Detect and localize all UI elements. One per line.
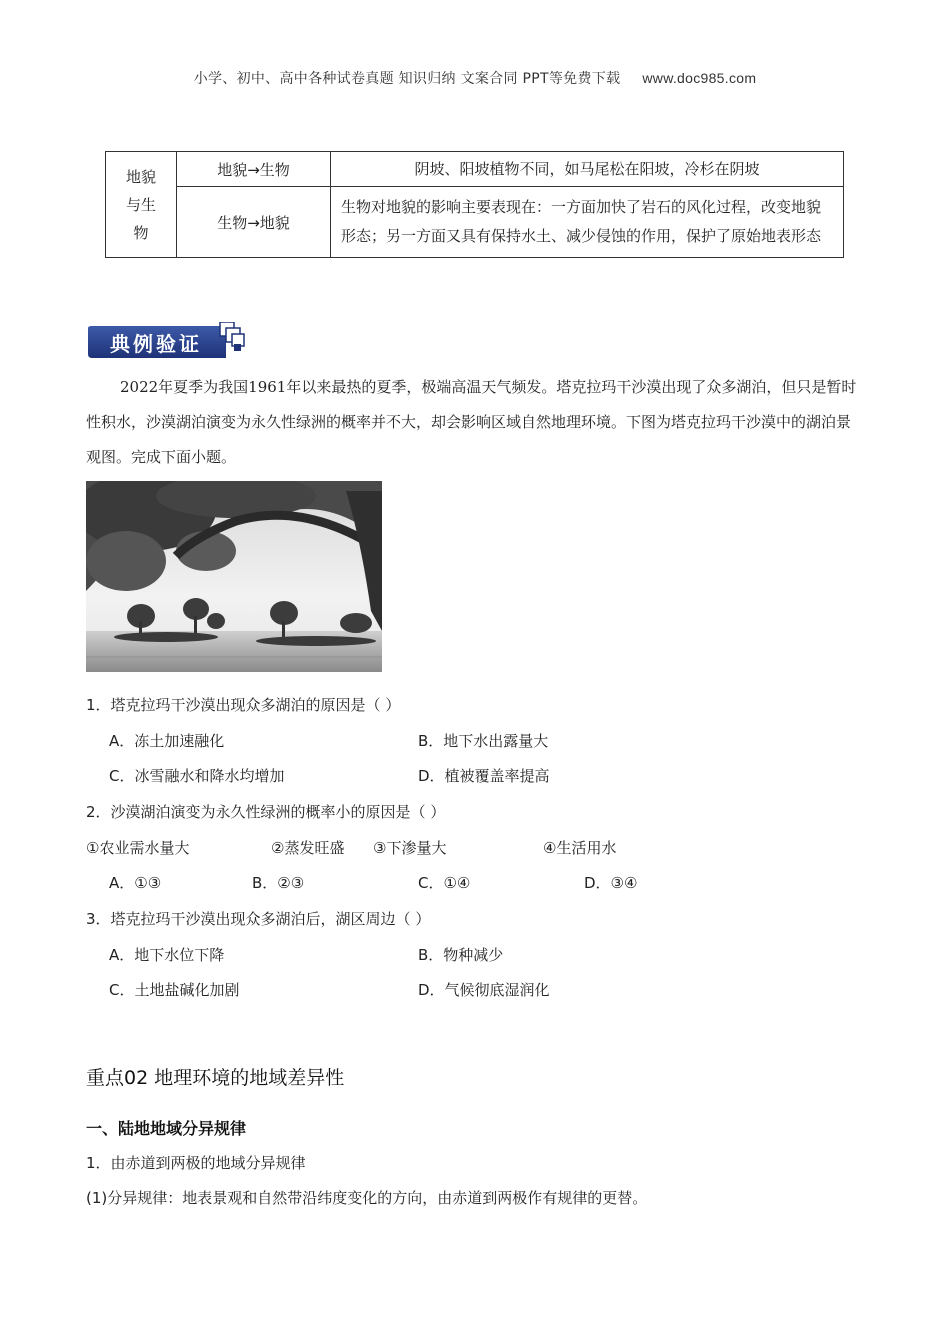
table-row [106,152,844,187]
section-subtitle: 一、陆地地域分异规律 [86,1119,247,1138]
table-cell-description: 生物对地貌的影响主要表现在：一方面加快了岩石的风化过程，改变地貌形态；另一方面又具有保持水土、减少侵蚀的作用，保护了原始地表形态 [331,187,844,258]
q3-option-a[interactable]: A．地下水位下降 [109,946,225,964]
lake-landscape-photo [86,481,382,672]
q2-item-3: ③下渗量大 [373,839,447,857]
table-row-header: 地貌与生物 [106,152,177,258]
table-cell-relation: 生物→地貌 [177,187,331,258]
section-item-1: 1．由赤道到两极的地域分异规律 [86,1154,306,1172]
section-banner [88,322,246,360]
question-1-stem: 1．塔克拉玛干沙漠出现众多湖泊的原因是（ ） [86,696,401,714]
section-title: 重点02 地理环境的地域差异性 [86,1067,345,1089]
q2-item-1: ①农业需水量大 [86,839,190,857]
q3-option-b[interactable]: B．物种减少 [418,946,504,964]
table-row [106,187,844,258]
q2-option-c[interactable]: C．①④ [418,874,471,892]
table-cell-relation: 地貌→生物 [177,152,331,187]
q3-option-c[interactable]: C．土地盐碱化加剧 [109,981,240,999]
q1-option-b[interactable]: B．地下水出露量大 [418,732,549,750]
banner-label: 典例验证 [110,332,202,356]
section-item-1-detail: (1)分异规律：地表景观和自然带沿纬度变化的方向，由赤道到两极作有规律的更替。 [86,1189,648,1207]
q3-option-d[interactable]: D．气候彻底湿润化 [418,981,550,999]
q2-option-b[interactable]: B．②③ [252,874,305,892]
question-3-stem: 3．塔克拉玛干沙漠出现众多湖泊后，湖区周边（ ） [86,910,431,928]
q2-item-2: ②蒸发旺盛 [271,839,345,857]
q1-option-c[interactable]: C．冰雪融水和降水均增加 [109,767,285,785]
q2-option-a[interactable]: A．①③ [109,874,162,892]
q1-option-a[interactable]: A．冻土加速融化 [109,732,225,750]
intro-paragraph: 2022年夏季为我国1961年以来最热的夏季，极端高温天气频发。塔克拉玛干沙漠出现了众多湖泊，但只是暂时性积水，沙漠湖泊演变为永久性绿洲的概率并不大，却会影响区域自然地理环境。下图为塔克拉玛干沙漠中的湖泊景观图。完成下面小题。 [86,378,857,466]
page-header [0,68,950,88]
header-site-link[interactable]: www.doc985.com [642,70,757,86]
q1-option-d[interactable]: D．植被覆盖率提高 [418,767,550,785]
header-text: 小学、初中、高中各种试卷真题 知识归纳 文案合同 PPT等免费下载 [193,71,621,87]
question-2-stem: 2．沙漠湖泊演变为永久性绿洲的概率小的原因是（ ） [86,803,446,821]
q2-option-d[interactable]: D．③④ [584,874,638,892]
q2-item-4: ④生活用水 [543,839,617,857]
landform-biology-table [105,151,844,258]
table-cell-description: 阴坡、阳坡植物不同，如马尾松在阳坡，冷杉在阴坡 [331,152,844,187]
